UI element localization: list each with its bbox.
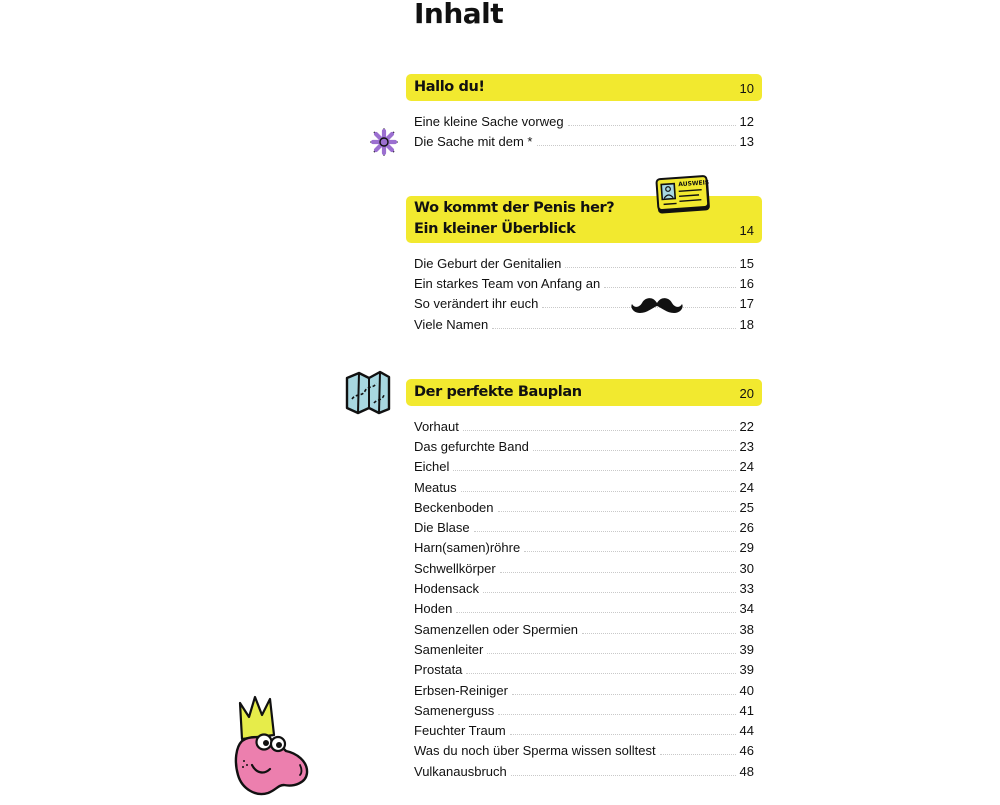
toc-entry[interactable] — [406, 680, 762, 700]
toc-entry[interactable] — [406, 761, 762, 781]
toc-entry[interactable] — [406, 639, 762, 659]
penis-character-icon — [232, 695, 310, 800]
toc-entry[interactable] — [406, 416, 762, 436]
entry-page: 39 — [739, 662, 754, 678]
section-page-number: 14 — [739, 223, 754, 238]
entry-title: Prostata — [414, 662, 463, 678]
dot-leader — [466, 673, 735, 674]
entry-title: Harn(samen)röhre — [414, 540, 521, 556]
entry-title: Hodensack — [414, 581, 480, 597]
toc-entry[interactable] — [406, 497, 762, 517]
id-card-icon — [654, 174, 712, 216]
mustache-icon — [629, 294, 685, 316]
entry-page: 12 — [739, 113, 754, 129]
entry-title: Erbsen-Reiniger — [414, 682, 508, 698]
section-title: Hallo du! — [414, 79, 485, 95]
section-title: Wo kommt der Penis her? Ein kleiner Überblick — [414, 200, 615, 237]
section-title: Der perfekte Bauplan — [414, 384, 582, 400]
entry-title: Ein starkes Team von Anfang an — [414, 275, 601, 291]
entry-title: Samenzellen oder Spermien — [414, 621, 579, 637]
entry-title: Hoden — [414, 601, 453, 617]
entry-title: Samenerguss — [414, 702, 495, 718]
entry-page: 30 — [739, 560, 754, 576]
toc-entry[interactable] — [406, 294, 762, 314]
entry-page: 23 — [739, 438, 754, 454]
toc-entry[interactable] — [406, 131, 762, 151]
section-penis-herkunft — [406, 196, 762, 334]
toc-entry[interactable] — [406, 619, 762, 639]
toc-entry[interactable] — [406, 700, 762, 720]
entry-page: 24 — [739, 459, 754, 475]
entry-page: 44 — [739, 723, 754, 739]
section-header[interactable] — [406, 379, 762, 406]
entry-list — [406, 111, 762, 152]
section-header[interactable] — [406, 74, 762, 101]
toc-entry[interactable] — [406, 457, 762, 477]
dot-leader — [512, 694, 736, 695]
entry-title: Viele Namen — [414, 316, 489, 332]
entry-page: 34 — [739, 601, 754, 617]
dot-leader — [492, 328, 735, 329]
toc-entry[interactable] — [406, 558, 762, 578]
entry-page: 18 — [739, 316, 754, 332]
toc-entry[interactable] — [406, 720, 762, 740]
toc-entry[interactable] — [406, 314, 762, 334]
entry-page: 29 — [739, 540, 754, 556]
section-page-number: 20 — [739, 386, 754, 401]
dot-leader — [487, 653, 735, 654]
entry-page: 48 — [739, 763, 754, 779]
entry-list — [406, 253, 762, 334]
entry-title: Die Blase — [414, 520, 470, 536]
entry-page: 22 — [739, 418, 754, 434]
dot-leader — [456, 612, 735, 613]
dot-leader — [524, 551, 735, 552]
dot-leader — [498, 714, 735, 715]
dot-leader — [582, 633, 735, 634]
section-page-number: 10 — [739, 81, 754, 96]
toc-entry[interactable] — [406, 253, 762, 273]
entry-page: 40 — [739, 682, 754, 698]
dot-leader — [533, 450, 736, 451]
dot-leader — [453, 470, 735, 471]
toc-entry[interactable] — [406, 538, 762, 558]
toc-entry[interactable] — [406, 111, 762, 131]
toc-entry[interactable] — [406, 273, 762, 293]
map-icon — [344, 369, 392, 415]
dot-leader — [511, 775, 736, 776]
toc-entry[interactable] — [406, 517, 762, 537]
page-title: Inhalt — [414, 0, 504, 30]
entry-list — [406, 416, 762, 781]
entry-page: 25 — [739, 499, 754, 515]
entry-title: Meatus — [414, 479, 457, 495]
entry-page: 17 — [739, 296, 754, 312]
entry-title: Samenleiter — [414, 641, 484, 657]
dot-leader — [498, 511, 736, 512]
toc-entry[interactable] — [406, 477, 762, 497]
entry-title: Eine kleine Sache vorweg — [414, 113, 564, 129]
entry-title: Schwellkörper — [414, 560, 496, 576]
toc-entry[interactable] — [406, 741, 762, 761]
entry-page: 15 — [739, 255, 754, 271]
dot-leader — [537, 145, 736, 146]
entry-title: Beckenboden — [414, 499, 494, 515]
entry-title: So verändert ihr euch — [414, 296, 539, 312]
dot-leader — [461, 491, 736, 492]
entry-page: 33 — [739, 581, 754, 597]
asterisk-star-icon — [368, 126, 400, 158]
entry-title: Was du noch über Sperma wissen solltest — [414, 743, 656, 759]
section-hallo-du — [406, 74, 762, 152]
entry-page: 39 — [739, 641, 754, 657]
toc-entry[interactable] — [406, 599, 762, 619]
entry-page: 16 — [739, 275, 754, 291]
dot-leader — [483, 592, 735, 593]
entry-page: 24 — [739, 479, 754, 495]
entry-title: Feuchter Traum — [414, 723, 506, 739]
toc-entry[interactable] — [406, 436, 762, 456]
dot-leader — [510, 734, 736, 735]
dot-leader — [565, 267, 735, 268]
entry-title: Eichel — [414, 459, 450, 475]
section-perfekte-bauplan — [406, 379, 762, 781]
entry-title: Die Geburt der Genitalien — [414, 255, 562, 271]
entry-page: 38 — [739, 621, 754, 637]
dot-leader — [660, 754, 736, 755]
entry-page: 26 — [739, 520, 754, 536]
svg-text:AUSWEIS: AUSWEIS — [678, 179, 710, 189]
entry-title: Vorhaut — [414, 418, 459, 434]
entry-page: 13 — [739, 133, 754, 149]
entry-page: 46 — [739, 743, 754, 759]
entry-title: Das gefurchte Band — [414, 438, 529, 454]
dot-leader — [500, 572, 736, 573]
toc-entry[interactable] — [406, 578, 762, 598]
dot-leader — [463, 430, 736, 431]
toc-entry[interactable] — [406, 660, 762, 680]
dot-leader — [604, 287, 735, 288]
entry-title: Vulkanausbruch — [414, 763, 507, 779]
entry-page: 41 — [739, 702, 754, 718]
entry-title: Die Sache mit dem * — [414, 133, 533, 149]
dot-leader — [568, 125, 736, 126]
dot-leader — [474, 531, 736, 532]
